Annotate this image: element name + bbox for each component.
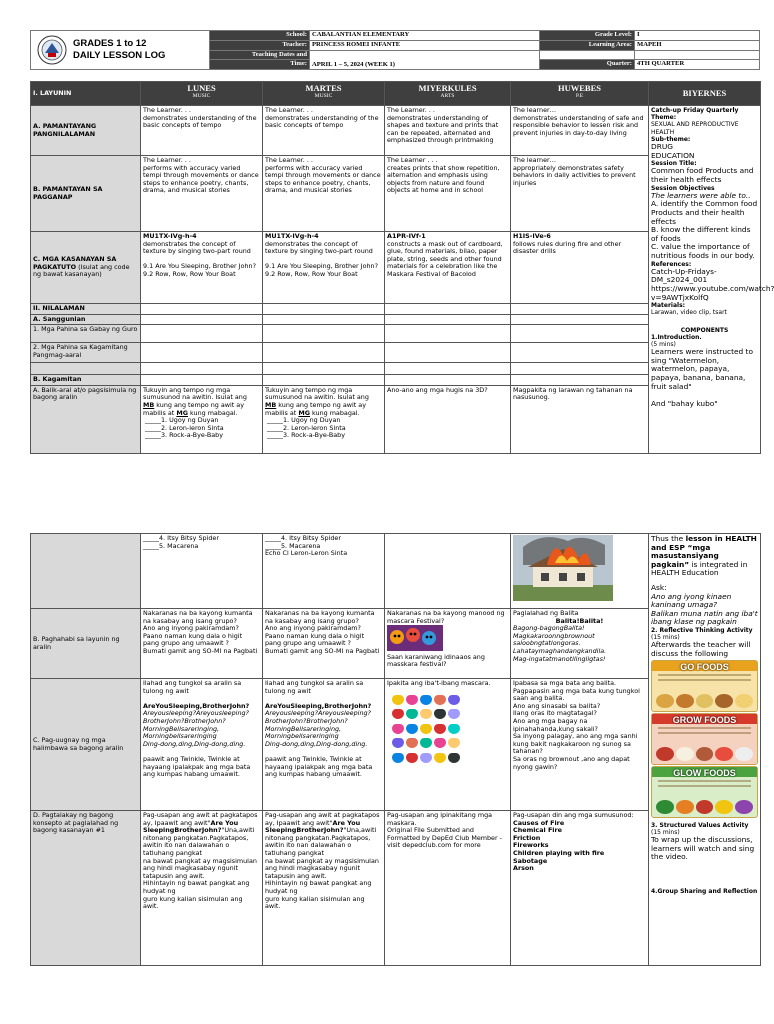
row-label-paghahabi: B. Paghahabi sa layunin ng aralin [31,609,141,679]
header-brand [30,30,209,70]
day-header-wednesday: MIYERKULES ARTS [385,82,511,106]
cell-fire-image [511,534,649,609]
cell-examples-thu: Ipabasa sa mga bata ang balita. Pagpapasin ang mga bata kung tungkol saan ang balita. Ano ang sinasabi sa balita? Ilang oras ito magtatagal? Ano ang mga bagay na ipinahahanda,kung sakali? Sa inyong palagay, ano ang mga sanhi kung bakit nagkakaroon ng sunog sa tahanan? Sa oras ng brownout ,ano ang dapat nyong gawin? [511,679,649,811]
school-label: School: [210,31,310,41]
header-title-1: GRADES 1 to 12 [73,38,147,49]
burning-house-image [513,535,613,601]
teacher-label: Teacher: [210,40,310,50]
day-header-monday: LUNES MUSIC [141,82,263,106]
cell-content-standard-tue: The Learner. . . demonstrates understanding of the basic concepts of tempo [263,106,385,156]
cell-performance-thu: The learner… appropriately demonstrates safety behaviors in daily activities to prevent injuries [511,156,649,232]
dll-page-2 [30,533,760,966]
grade-label: Grade Level: [540,31,635,41]
glow-foods-chart: GLOW FOODS [651,766,758,818]
cell-performance-wed: The Learner . . . creates prints that show repetition, alternation and emphasis using objects from nature and found objects at home and in school [385,156,511,232]
row-label-pagtalakay: D. Pagtalakay ng bagong konsepto at paglalahad ng bagong kasanayan #1 [31,811,141,966]
area-value: MAPEH [635,40,760,50]
dll-page-1 [30,30,774,454]
row-label-balik-aral: A. Balik-aral at/o pagsisimula ng bagong aralin [31,385,141,453]
row-label-gabay-guro: 1. Mga Pahina sa Gabay ng Guro [31,325,141,343]
cell-examples-mon: Ilahad ang tungkol sa aralin sa tulong ng awit AreYouSleeping,BrotherJohn? Areyousleeping?Areyousleeping? BrotherJohn?BrotherJohn? MorningBellsareringing, Morningbellsareringing Ding-dong,ding,Ding-dong,ding. paawit ang Twinkle, Twinkle at hayaang ipalakpak ang mga bata ang kumpas habang umaawit. [141,679,263,811]
row-label-pamantayan-sa-pagganap: B. PAMANTAYAN SA PAGGANAP [31,156,141,232]
masks-grid-image [391,694,475,767]
day-header-tuesday: MARTES MUSIC [263,82,385,106]
masskara-festival-image [387,625,443,651]
row-label-kagamitang-pangmag-aaral: 2. Mga Pahina sa Kagamitang Pangmag-aaral [31,343,141,363]
friday-catch-up-column: Catch-up Friday Quarterly Theme: SEXUAL AND REPRODUCTIVE HEALTH Sub-theme: DRUG EDUCATION Session Title: Common food Products and their health effects Session Objectives The learners were able to.. A. identify the Common food Products and their health effects B. know the different kinds of foods C. value the importance of nutritious foods in our body. References: Catch-Up-Fridays-DM_s2024_001 https://www.youtube.com/watch?v=9AWTjxKolfQ Materials: Larawan, video clip, tsart COMPONENTS 1.Introduction. (5 mins) Learners were instructed to sing "Watermelon, watermelon, papaya, papaya, banana, banana, fruit salad" And "bahay kubo" [649,106,761,454]
cell-review-mon: Tukuyin ang tempo ng mga sumusunod na awitin. Isulat ang MB kung ang tempo ng awit ay mabilis at MG kung mabagal. _____1. Ugoy ng Duyan _____2. Leron-leron Sinta _____3. Rock-a-Bye-Baby [141,385,263,453]
cell-performance-tue: The Learner. . . performs with accuracy varied tempi through movements or dance steps to enhance poetry, chants, drama, and musical stories [263,156,385,232]
cell-content-standard-wed: The Learner. . . demonstrates understanding of shapes and texture and prints that can be repeated, alternated and emphasized through printmaking [385,106,511,156]
deped-seal-icon [37,35,67,65]
dll-header [30,30,760,70]
cell-discussion-tue: Pag-usapan ang awit at pagkatapos ay, Ipaawit ang awit"Are You SleepingBrotherJohn?"Una,awiti nitonang pangkatan.Pagkatapos, awitin ito nan dalawahan o tatluhang pangkat na bawat pangkat ay magsisimulan ang hindi magkasabay ngunit tatapusin ang awit. Hihintayin ng bawat pangkat ang hudyat ng guro kung kalian sisimulan ang awit. [263,811,385,966]
dates-value: APRIL 1 – 5, 2024 (WEEK 1) [310,50,540,70]
row-label-nilalaman: II. NILALAMAN [31,304,141,315]
cell-motivation-wed: Nakaranas na ba kayong manood ng mascara Festival? Saan karaniwang idinaaos ang masskara festival? [385,609,511,679]
cell-discussion-thu: Pag-usapan din ang mga sumusunod: Causes of Fire Chemical Fire Friction Fireworks Children playing with fire Sabotage Arson [511,811,649,966]
day-header-friday: BIYERNES [649,82,761,106]
cell-review-thu: Magpakita ng larawan ng tahanan na nasusunog. [511,385,649,453]
school-value: CABALANTIAN ELEMENTARY [310,31,540,41]
lesson-table-1 [30,81,774,454]
cell-review-tue: Tukuyin ang tempo ng mga sumusunod na awitin. Isulat ang MB kung ang tempo ng awit ay mabilis at MG kung mabagal. _____1. Ugoy ng Duyan _____2. Leron-leron Sinta _____3. Rock-a-Bye-Baby [263,385,385,453]
row-label-sanggunian: A. Sanggunian [31,314,141,325]
area-label: Learning Area: [540,40,635,50]
quarter-value: 4TH QUARTER [635,60,760,70]
lesson-table-2 [30,533,761,966]
cell-review-cont-tue: _____4. Itsy Bitsy Spider _____5. Macarena Echo Cl Leron-Leron Sinta [263,534,385,609]
cell-motivation-thu: Paglalahad ng Balita Balita!Balita! Bagong-bagongBalita! Magkakaroonngbrownout saloobngtatlongoras. Lahataymaghandangkandila. Mag-ingatatmanotilingligtas! [511,609,649,679]
go-foods-chart: GO FOODS [651,660,758,712]
dates-label: Teaching Dates and [210,50,310,60]
grade-value: I [635,31,760,41]
cell-motivation-tue: Nakaranas na ba kayong kumanta na kasabay ang isang grupo? Ano ang inyong pakiramdam? Paano naman kung dala o higit pang grupo ang umaawit ? Bumati gamit ang SO-MI na Pagbati [263,609,385,679]
cell-competency-thu: H1IS-IVe-6 follows rules during fire and other disaster drills [511,232,649,304]
cell-competency-tue: MU1TX-IVg-h-4 demonstrates the concept of texture by singing two-part round 9.1 Are You Sleeping, Brother John? 9.2 Row, Row, Row Your Boat [263,232,385,304]
teacher-value: PRINCESS ROMEI INFANTE [310,40,540,50]
cell-examples-wed: Ipakita ang iba't-ibang mascara. [385,679,511,811]
row-label-pamantayang-pangnilalaman: A. PAMANTAYANG PANGNILALAMAN [31,106,141,156]
friday-catch-up-column-2: Thus the lesson in HEALTH and ESP “mga masustansiyang pagkain” is integrated in HEALTH Education Ask: Ano ang iyong kinaen kaninang umaga? Balikan muna natin ang iba't ibang klase ng pagkain 2. Reflective Thinking Activity (15 mins) Afterwards the teacher will discuss the following GO FOODS GROW FOODS GLOW FOODS 3. Structured Values Activity (15 mins) To wrap up the discussions, learners will watch and sing the video. 4.Group Sharing and Reflection [649,534,761,966]
grow-foods-chart: GROW FOODS [651,713,758,765]
cell-discussion-wed: Pag-usapan ang ipinakitang mga maskara. Original File Submitted and Formatted by DepEd Club Member - visit depedclub.com for more [385,811,511,966]
cell-performance-mon: The Learner. . . performs with accuracy varied tempi through movements or dance steps to enhance poetry, chants, drama, and musical stories [141,156,263,232]
row-label-pag-uugnay: C. Pag-uugnay ng mga halimbawa sa bagong aralin [31,679,141,811]
cell-review-wed: Ano-ano ang mga hugis na 3D? [385,385,511,453]
cell-motivation-mon: Nakaranas na ba kayong kumanta na kasabay ang isang grupo? Ano ang inyong pakiramdam? Paano naman kung dala o higit pang grupo ang umaawit ? Bumati gamit ang SO-MI na Pagbati [141,609,263,679]
cell-content-standard-thu: The learner… demonstrates understanding of safe and responsible behavior to lessen risk and prevent injuries in day-to-day living [511,106,649,156]
header-info-table [209,30,760,70]
header-title-2: DAILY LESSON LOG [73,50,166,61]
row-label-kagamitan: B. Kagamitan [31,375,141,386]
quarter-label: Quarter: [540,60,635,70]
cell-content-standard-mon: The Learner. . . demonstrates understanding of the basic concepts of tempo [141,106,263,156]
cell-discussion-mon: Pag-usapan ang awit at pagkatapos ay, Ipaawit ang awit"Are You SleepingBrotherJohn?"Una,awiti nitonang pangkatan.Pagkatapos, awitin ito nan dalawahan o tatluhang pangkat na bawat pangkat ay magsisimulan ang hindi magkasabay ngunit tatapusin ang awit. Hihintayin ng bawat pangkat ang hudyat ng guro kung kalian sisimulan ang awit. [141,811,263,966]
layunin-header: I. LAYUNIN [31,82,141,106]
cell-competency-mon: MU1TX-IVg-h-4 demonstrates the concept of texture by singing two-part round 9.1 Are You Sleeping, Brother John? 9.2 Row, Row, Row Your Boat [141,232,263,304]
row-label-kasanayan: C. MGA KASANAYAN SA PAGKATUTO (Isulat ang code ng bawat kasanayan) [31,232,141,304]
cell-review-cont-mon: _____4. Itsy Bitsy Spider _____5. Macarena [141,534,263,609]
day-header-thursday: HUWEBES P.E [511,82,649,106]
cell-competency-wed: A1PR-IVf-1 constructs a mask out of cardboard, glue, found materials, bilao, paper plate, string, seeds and other found materials for a celebration like the Maskara Festival of Bacolod [385,232,511,304]
cell-examples-tue: Ilahad ang tungkol sa aralin sa tulong ng awit AreYouSleeping,BrotherJohn? Areyousleeping?Areyousleeping? BrotherJohn?BrotherJohn? MorningBellsareringing, Morningbellsareringing Ding-dong,ding,Ding-dong,ding. paawit ang Twinkle, Twinkle at hayaang ipalakpak ang mga bata ang kumpas habang umaawit. [263,679,385,811]
time-label: Time: [210,60,310,70]
